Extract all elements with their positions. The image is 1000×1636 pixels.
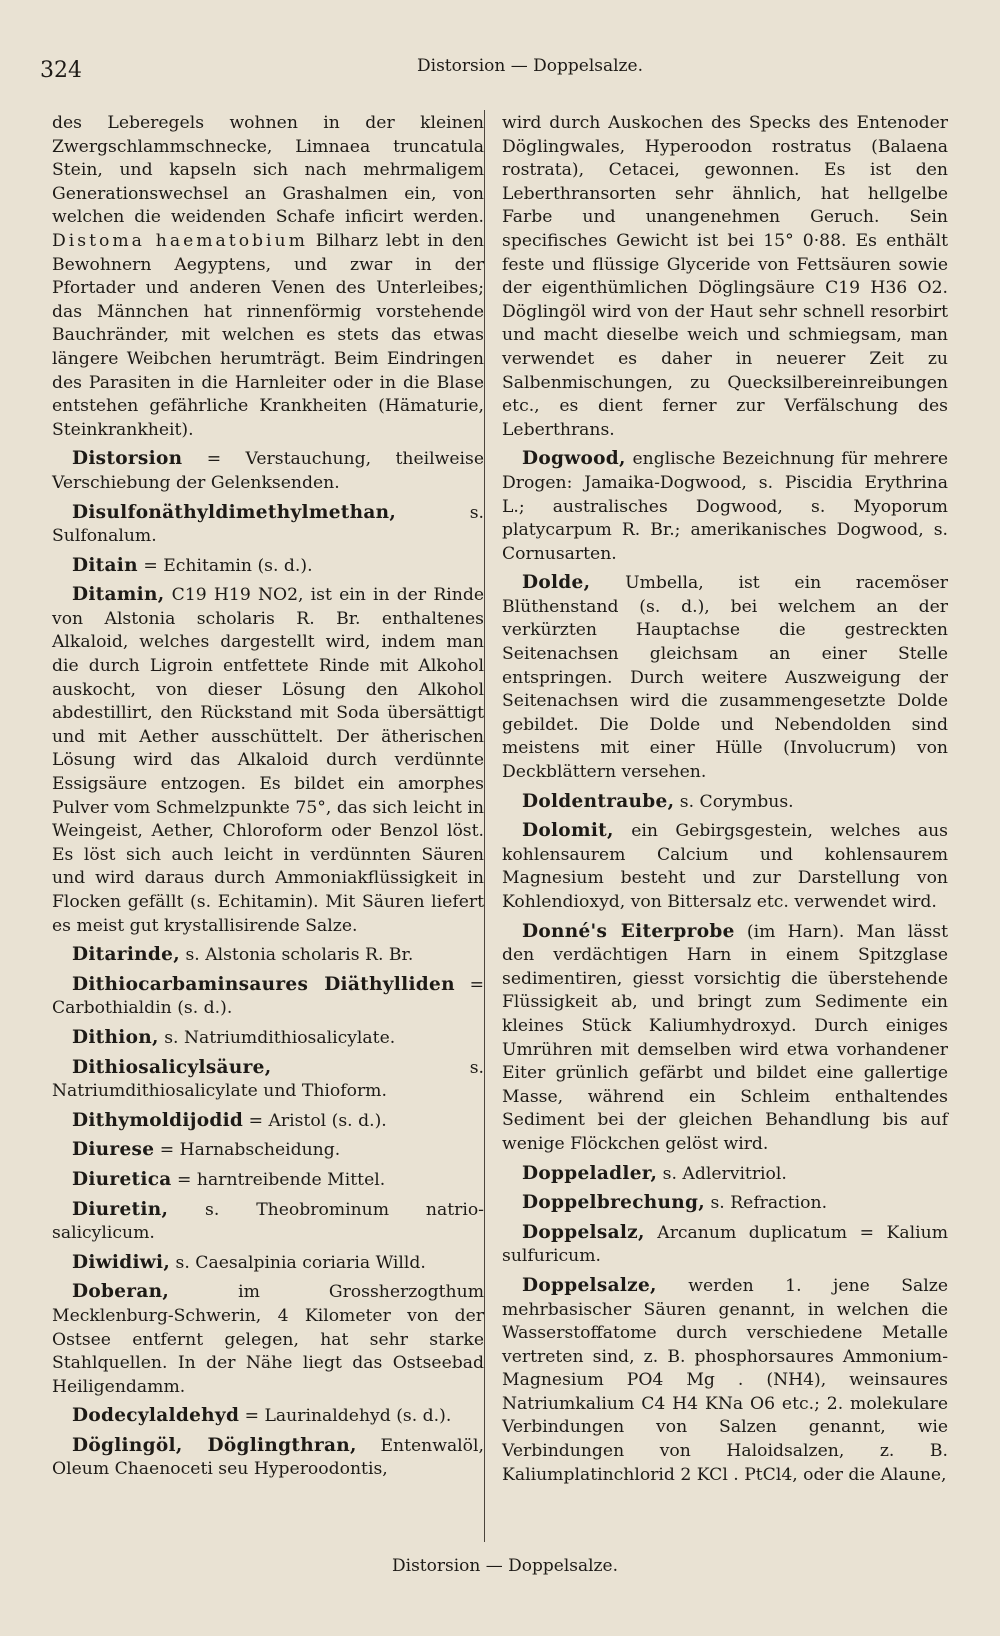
headword: Doppelsalze, — [522, 1274, 657, 1296]
entry-continuation: wird durch Auskochen des Specks des Entenoder Döglingwales, Hyperoodon rostratus (Balaena rostrata), Cetacei, gewonnen. Es ist den Leberthransorten sehr ähnlich, hat hellgelbe Farbe und unangenehmen Geruch. Sein specifisches Gewicht ist bei 15° 0·88. Es enthält feste und flüssige Glyceride von Fettsäuren sowie der eigenthümlichen Döglingsäure C19 H36 O2. Döglingöl wird von der Haut sehr schnell resorbirt und macht dieselbe weich und schmiegsam, man verwendet es daher in neuerer Zeit zu Salbenmischungen, zu Quecksilbereinreibungen etc., es dient ferner zur Verfälschung des Leberthrans. — [502, 113, 948, 440]
headword: Dithiocarbaminsaures Diäthylliden — [72, 973, 455, 995]
entry: Doppeladler, s. Adlervitriol. — [522, 1162, 787, 1184]
left-column — [52, 112, 484, 1487]
entry: Dithion, s. Natriumdithiosalicylate. — [72, 1026, 396, 1048]
headword: Dithiosalicylsäure, — [72, 1056, 272, 1078]
entry: Distorsion = Verstauchung, theilweise Verschiebung der Gelenksenden. — [52, 448, 484, 493]
entry: Doldentraube, s. Corymbus. — [522, 790, 794, 812]
headword: Diwidiwi, — [72, 1251, 171, 1273]
headword: Doldentraube, — [522, 790, 675, 812]
headword: Donné's Eiterprobe — [522, 920, 735, 942]
entry-continuation: des Leberegels wohnen in der kleinen Zwergschlammschnecke, Limnaea truncatula Stein, und kapseln sich nach mehrmaligem Generationswechsel an Grashalmen ein, von welchen die weidenden Schafe inficirt werden. Distoma haematobium Bilharz lebt in den Bewohnern Aegyptens, und zwar in der Pfortader und anderen Venen des Unterleibes; das Männchen hat rinnenförmig vorstehende Bauchränder, mit welchen es stets das etwas längere Weibchen herumträgt. Beim Eindringen des Parasiten in die Harnleiter oder in die Blase entstehen gefährliche Krankheiten (Hämaturie, Steinkrankheit). — [52, 113, 484, 440]
headword: Dodecylaldehyd — [72, 1405, 240, 1427]
headword: Diuretin, — [72, 1198, 169, 1220]
headword: Doberan, — [72, 1281, 170, 1303]
entry: Doppelsalze, werden 1. jene Salze mehrbasischer Säuren genannt, in welchen die Wasserstoffatome durch verschiedene Metalle vertreten sind, z. B. phosphorsaures Ammonium-Magnesium PO4 Mg . (NH4), weinsaures Natriumkalium C4 H4 KNa O6 etc.; 2. molekulare Verbindungen von Salzen genannt, wie Verbindungen von Haloidsalzen, z. B. Kaliumplatinchlorid 2 KCl . PtCl4, oder die Alaune, — [502, 1274, 948, 1485]
entry: Ditain = Echitamin (s. d.). — [72, 554, 313, 576]
headword: Doppelbrechung, — [522, 1192, 705, 1214]
entry: Dolomit, ein Gebirgsgestein, welches aus kohlensaurem Calcium und kohlensaurem Magnesium besteht und zur Darstellung von Kohlendioxyd, von Bittersalz etc. verwendet wird. — [502, 820, 948, 912]
headword: Ditamin, — [72, 584, 165, 606]
entry: Doberan, im Grossherzogthum Mecklenburg-Schwerin, 4 Kilometer von der Ostsee entfernt gelegen, hat sehr starke Stahlquellen. In der Nähe liegt das Ostseebad Heiligendamm. — [52, 1281, 484, 1397]
page-footer: Distorsion — Doppelsalze. — [392, 1556, 618, 1576]
entry: Disulfonäthyldimethylmethan, s. Sulfonalum. — [52, 501, 484, 547]
entry: Diurese = Harnabscheidung. — [72, 1139, 341, 1161]
page-number: 324 — [40, 58, 82, 83]
entry: Dodecylaldehyd = Laurinaldehyd (s. d.). — [72, 1405, 452, 1427]
entry: Dithiosalicylsäure, s. Natriumdithiosalicylate und Thioform. — [52, 1056, 484, 1102]
headword: Ditain — [72, 554, 138, 576]
entry: Dogwood, englische Bezeichnung für mehrere Drogen: Jamaika-Dogwood, s. Piscidia Erythrina L.; australisches Dogwood, s. Myoporum platycarpum R. Br.; amerikanisches Dogwood, s. Cornusarten. — [502, 448, 948, 564]
entry: Dolde, Umbella, ist ein racemöser Blüthenstand (s. d.), bei welchem an der verkürzten Hauptachse die gestreckten Seitenachsen gleichsam an einer Stelle entspringen. Durch weitere Auszweigung der Seitenachsen wird die zusammengesetzte Dolde gebildet. Die Dolde und Nebendolden sind meistens mit einer Hülle (Involucrum) von Deckblättern versehen. — [502, 572, 948, 783]
right-column — [502, 112, 948, 1492]
entry: Diuretica = harntreibende Mittel. — [72, 1168, 386, 1190]
entry: Ditamin, C19 H19 NO2, ist ein in der Rinde von Alstonia scholaris R. Br. enthaltenes Alkaloid, welches dargestellt wird, indem man die durch Ligroin entfettete Rinde mit Alkohol auskocht, von dieser Lösung den Alkohol abdestillirt, den Rückstand mit Soda übersättigt und mit Aether ausschüttelt. Der ätherischen Lösung wird das Alkaloid durch verdünnte Essigsäure entzogen. Es bildet ein amorphes Pulver vom Schmelzpunkte 75°, das sich leicht in Weingeist, Aether, Chloroform oder Benzol löst. Es löst sich auch leicht in verdünnten Säuren und wird daraus durch Ammoniakflüssigkeit in Flocken gefällt (s. Echitamin). Mit Säuren liefert es meist gut krystallisirende Salze. — [52, 584, 484, 936]
entry: Dithymoldijodid = Aristol (s. d.). — [72, 1109, 387, 1131]
entry: Doppelbrechung, s. Refraction. — [522, 1192, 828, 1214]
headword: Doppeladler, — [522, 1162, 658, 1184]
headword: Disulfonäthyldimethylmethan, — [72, 501, 397, 523]
column-divider — [484, 110, 485, 1542]
headword: Distorsion — [72, 448, 183, 470]
headword: Ditarinde, — [72, 944, 180, 966]
headword: Dolde, — [522, 572, 591, 594]
headword: Doppelsalz, — [522, 1221, 645, 1243]
entry: Diwidiwi, s. Caesalpinia coriaria Willd. — [72, 1251, 426, 1273]
headword: Döglingöl, Döglingthran, — [72, 1434, 357, 1456]
headword: Dogwood, — [522, 448, 626, 470]
entry: Ditarinde, s. Alstonia scholaris R. Br. — [72, 944, 414, 966]
headword: Dithion, — [72, 1026, 159, 1048]
running-head: Distorsion — Doppelsalze. — [417, 56, 643, 76]
entry: Dithiocarbaminsaures Diäthylliden = Carbothialdin (s. d.). — [52, 973, 484, 1019]
headword: Diurese — [72, 1139, 155, 1161]
headword: Dithymoldijodid — [72, 1109, 244, 1131]
headword: Diuretica — [72, 1168, 172, 1190]
entry: Donné's Eiterprobe (im Harn). Man lässt den verdächtigen Harn in einem Spitzglase sedimentiren, giesst vorsichtig die überstehende Flüssigkeit ab, und bringt zum Sedimente ein kleines Stück Kaliumhydroxyd. Durch einiges Umrühren mit demselben wird etwa vorhandener Eiter grünlich gefärbt und bildet eine gallertige Masse, während ein Schleim enthaltendes Sediment bei der gleichen Behandlung bis auf wenige Flöckchen gelöst wird. — [502, 920, 948, 1154]
entry: Döglingöl, Döglingthran, Entenwalöl, Oleum Chaenoceti seu Hyperoodontis, — [52, 1434, 484, 1480]
entry: Diuretin, s. Theobrominum natrio-salicylicum. — [52, 1198, 484, 1244]
headword: Dolomit, — [522, 820, 614, 842]
entry: Doppelsalz, Arcanum duplicatum = Kalium sulfuricum. — [502, 1221, 948, 1267]
